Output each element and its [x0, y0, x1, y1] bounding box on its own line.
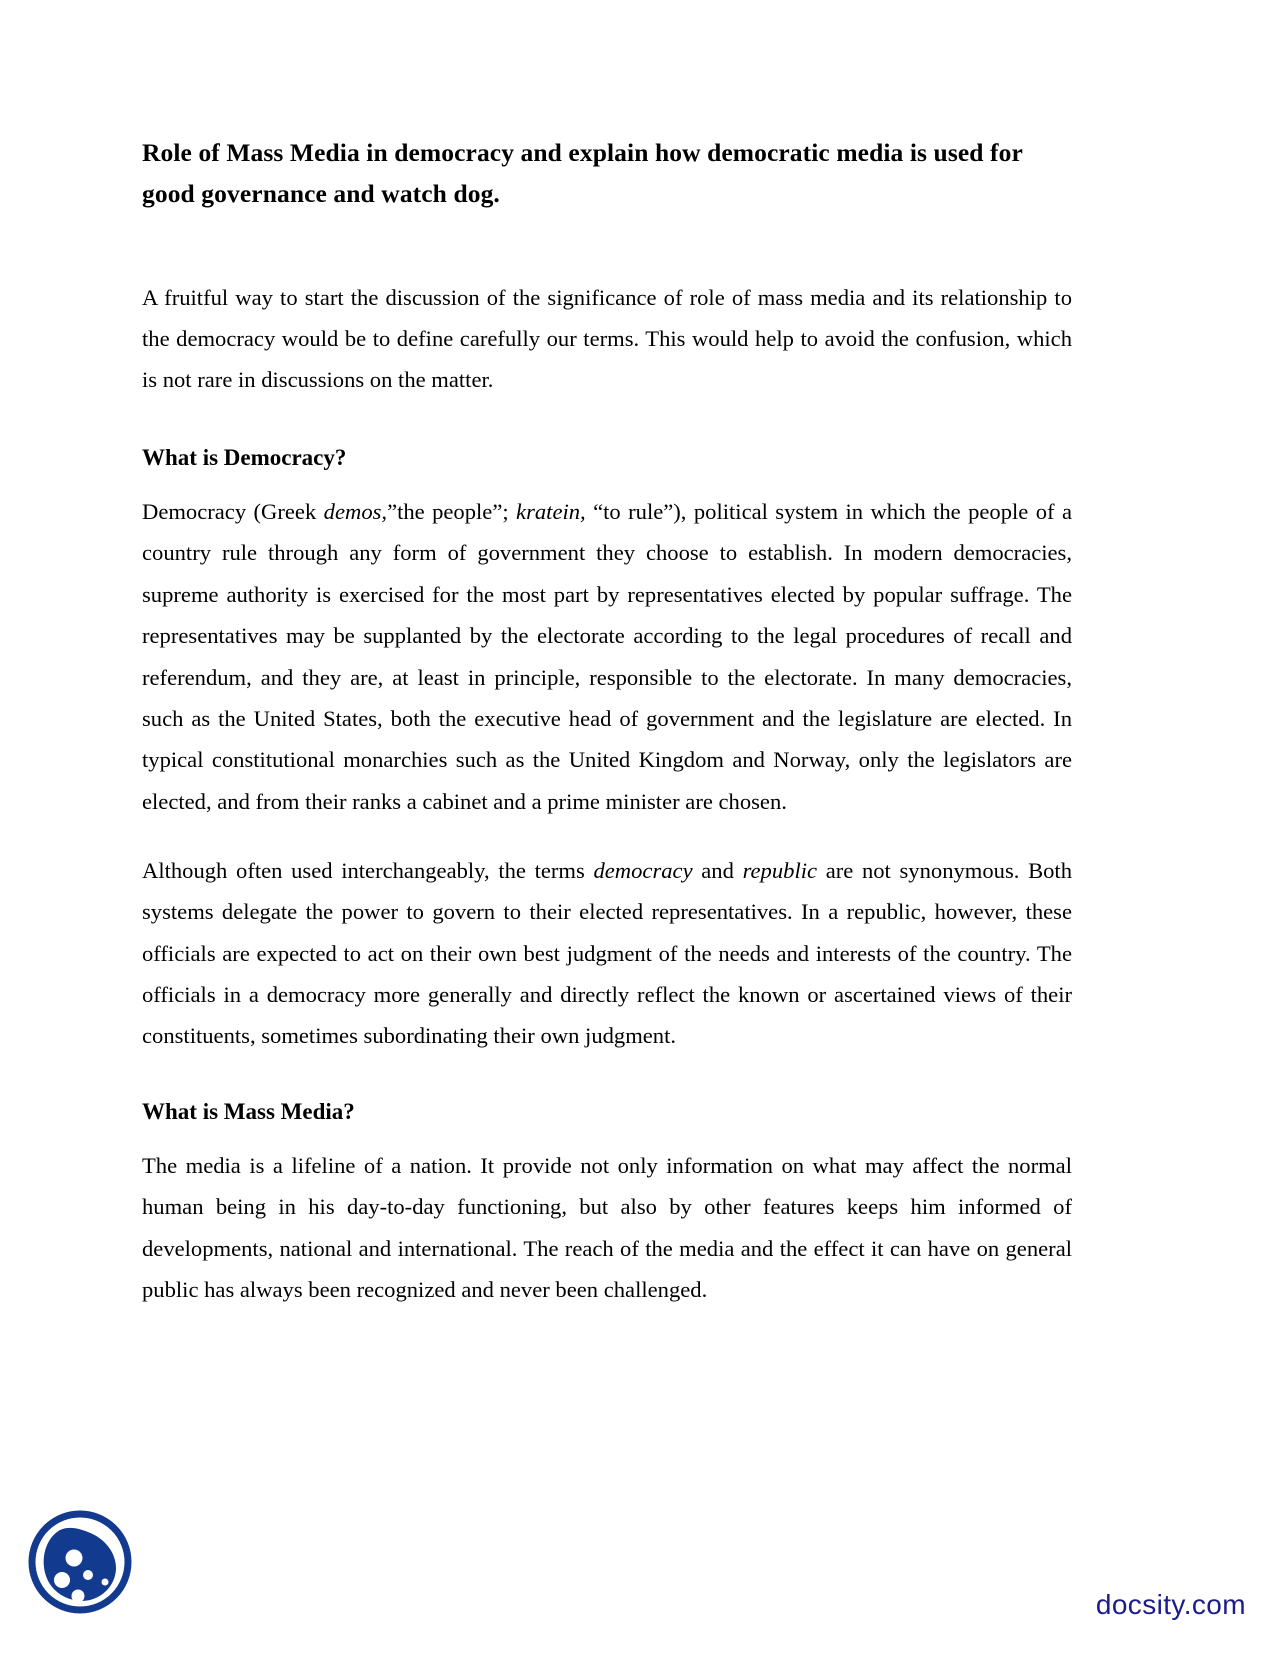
spacer: [142, 1129, 1072, 1145]
democracy-definition-paragraph: [142, 491, 1072, 822]
democracy-text-segment: ”the people”;: [387, 499, 517, 525]
spacer: [142, 822, 1072, 850]
section-heading-mass-media: What is Mass Media?: [142, 1098, 355, 1124]
republic-text-segment: are not synonymous. Both systems delegate the power to govern to their elected representatives. In a republic, however, these officials are expected to act on their own best judgment of the needs and interests of the country. The officials in a democracy more generally and directly reflect the known or ascertained views of their constituents, sometimes subordinating their own judgment.: [142, 857, 1073, 1049]
spacer: [142, 401, 1072, 441]
docsity-url[interactable]: docsity.com: [1095, 1589, 1246, 1620]
page-title: Role of Mass Media in democracy and explain how democratic media is used for good governance and watch dog.: [142, 138, 1023, 209]
greek-term-kratein: kratein,: [516, 499, 586, 525]
democracy-republic-paragraph: [142, 850, 1072, 1057]
republic-text-segment: and: [692, 857, 743, 883]
democracy-text-segment: “to rule”), political system in which the people of a country rule through any form of government they choose to establish. In modern democracies, supreme authority is exercised for the most part by representatives elected by popular suffrage. The representatives may be supplanted by the electorate according to the legal procedures of recall and referendum, and they are, at least in principle, responsible to the electorate. In many democracies, such as the United States, both the executive head of government and the legislature are elected. In typical constitutional monarchies such as the United Kingdom and Norway, only the legislators are elected, and from their ranks a cabinet and a prime minister are chosen.: [142, 499, 1072, 814]
greek-term-demos: demos,: [323, 499, 388, 525]
intro-paragraph: A fruitful way to start the discussion of the significance of role of mass media and its relationship to the democracy would be to define carefully our terms. This would help to avoid the confusion, which is not rare in discussions on the matter.: [142, 284, 1072, 393]
document-content: [142, 132, 1072, 1310]
spacer: [142, 1057, 1072, 1095]
term-democracy: democracy: [593, 857, 693, 883]
term-republic: republic: [742, 857, 818, 883]
republic-text-segment: Although often used interchangeably, the terms: [142, 857, 594, 883]
spacer: [142, 475, 1072, 491]
democracy-text-segment: Democracy (Greek: [142, 499, 324, 525]
spacer: [142, 215, 1072, 277]
section-heading-democracy: What is Democracy?: [142, 444, 347, 470]
mass-media-paragraph: The media is a lifeline of a nation. It provide not only information on what may affect the normal human being in his day-to-day functioning, but also by other features keeps him informed of developments, national and international. The reach of the media and the effect it can have on general public has always been recognized and never been challenged.: [142, 1153, 1072, 1303]
docsity-logo[interactable]: [26, 1506, 134, 1618]
